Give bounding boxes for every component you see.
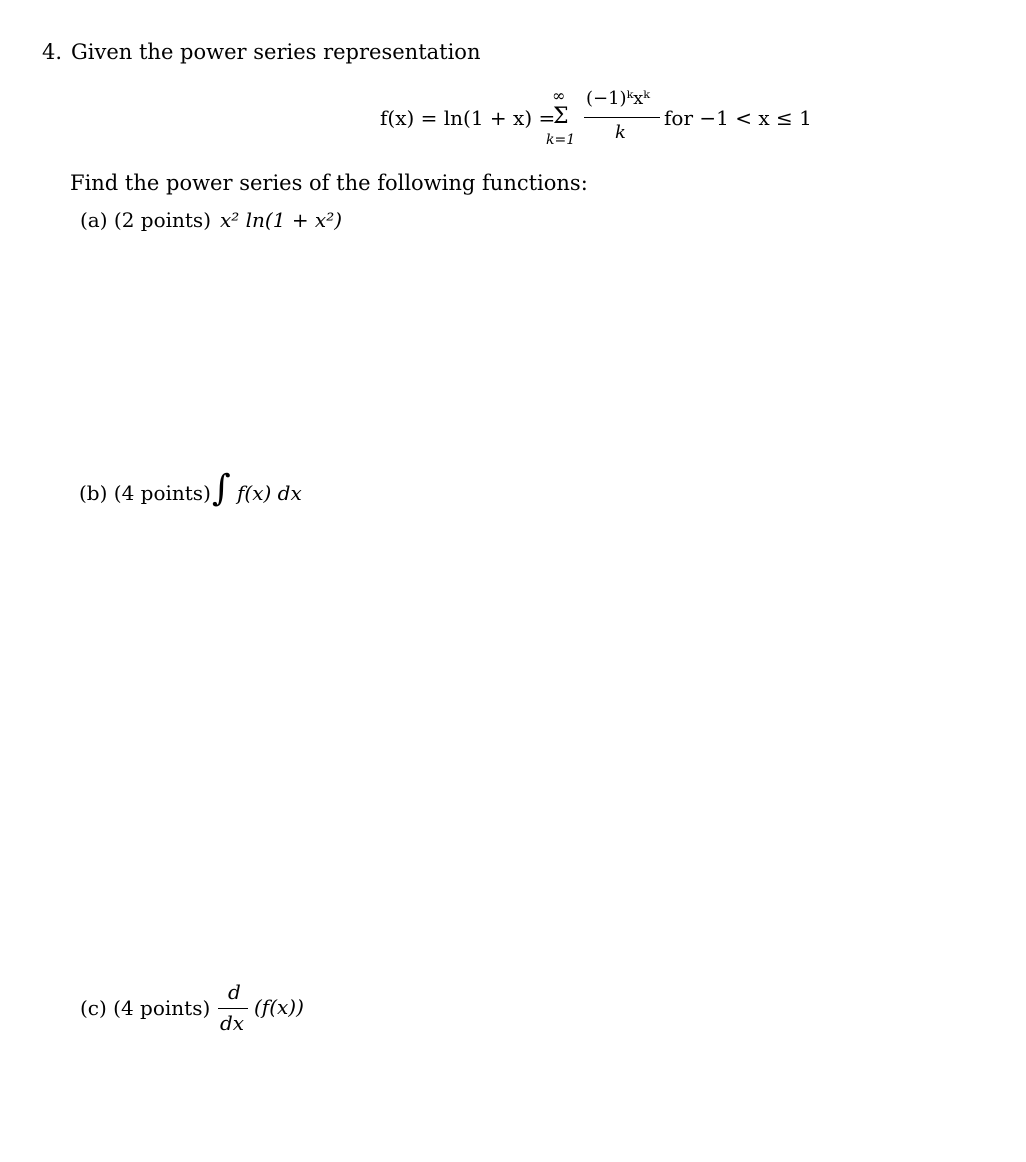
derivative-denominator: dx bbox=[220, 1011, 245, 1035]
series-term-fraction bbox=[584, 88, 660, 146]
integrand: f(x) dx bbox=[237, 481, 302, 505]
part-b-label: (b) (4 points) bbox=[79, 481, 211, 505]
question-number: 4. bbox=[42, 40, 63, 64]
sum-lower-limit: k=1 bbox=[546, 132, 576, 148]
sum-upper-limit: ∞ bbox=[552, 86, 566, 105]
derivative-numerator: d bbox=[228, 980, 241, 1004]
part-c-label: (c) (4 points) bbox=[80, 996, 211, 1020]
derivative-bar bbox=[218, 1008, 248, 1009]
integral-symbol: ∫ bbox=[212, 468, 231, 509]
convergence-condition: for −1 < x ≤ 1 bbox=[664, 106, 812, 130]
fraction-denominator: k bbox=[615, 122, 626, 143]
part-c-expression bbox=[218, 980, 328, 1040]
part-a-expression: x² ln(1 + x²) bbox=[220, 208, 343, 232]
summation bbox=[546, 86, 582, 148]
derivative-argument: (f(x)) bbox=[254, 995, 304, 1019]
sigma-symbol: Σ bbox=[553, 104, 569, 129]
formula-lhs: f(x) = ln(1 + x) = bbox=[380, 106, 556, 130]
power-series-formula bbox=[380, 86, 810, 148]
fraction-numerator: (−1)ᵏxᵏ bbox=[586, 88, 650, 109]
part-a-label: (a) (2 points) bbox=[80, 208, 211, 232]
fraction-bar bbox=[584, 117, 660, 118]
question-title: Given the power series representation bbox=[71, 40, 481, 64]
instruction-text: Find the power series of the following functions: bbox=[70, 171, 588, 195]
part-b-expression bbox=[212, 468, 322, 518]
derivative-operator bbox=[218, 980, 252, 1036]
